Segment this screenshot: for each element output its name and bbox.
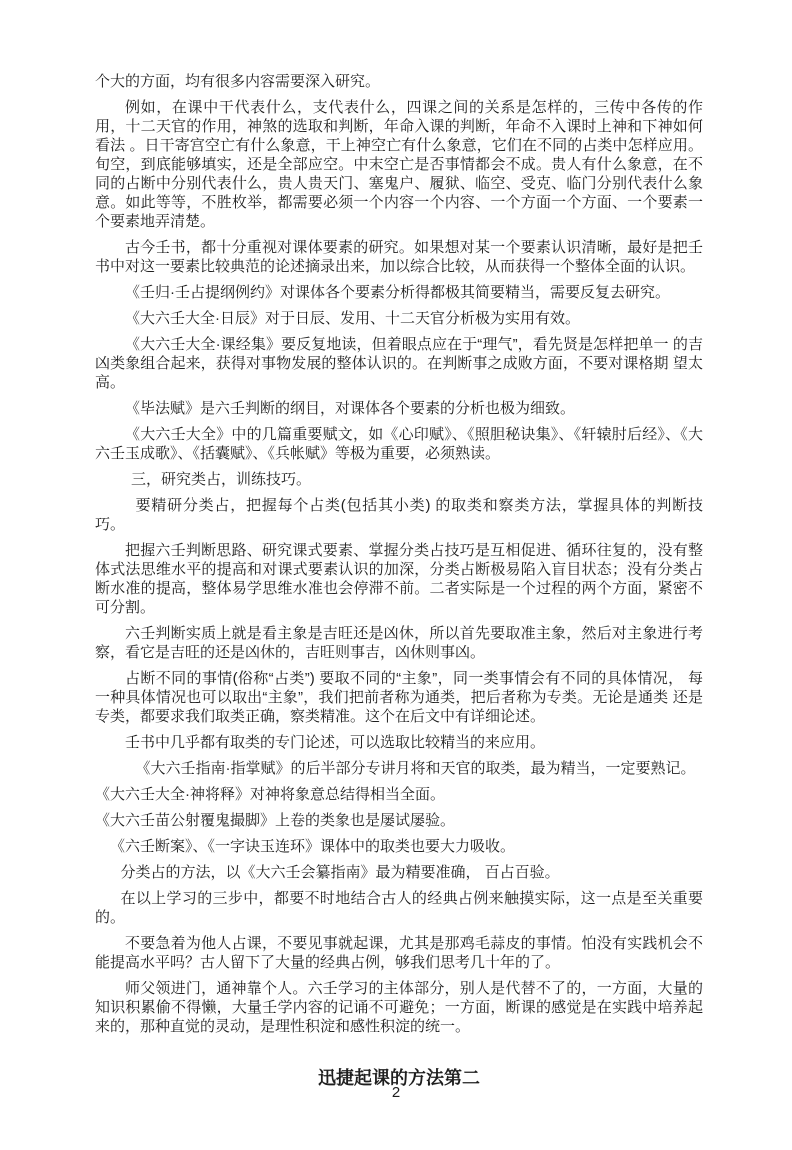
paragraph: 《毕法赋》是六壬判断的纲目，对课体各个要素的分析也极为细致。 [125, 400, 576, 417]
paragraph: 师父领进门，通神靠个人。六壬学习的主体部分，别人是代替不了的，一方面，大量的知识积累偷不得懒，大量壬学内容的记诵不可避免；一方面，断课的感觉是在实践中培养起来的，那种直觉的灵动，是理性积淀和感性积淀的统一。 [95, 980, 703, 1035]
paragraph: 《壬归·壬占提纲例约》对课体各个要素分析得都极其简要精当，需要反复去研究。 [125, 284, 670, 301]
paragraph: 《大六壬指南·指掌赋》的后半部分专讲月将和天官的取类，最为精当，一定要熟记。 [135, 760, 696, 777]
paragraph: 壬书中几乎都有取类的专门论述，可以选取比较精当的来应用。 [125, 734, 546, 751]
page-number: 2 [391, 1084, 401, 1101]
paragraph: 《大六壬大全·课经集》要反复地读，但着眼点应在于“理气”，看先贤是怎样把单一 的吉凶类象组合起来，获得对事物发展的整体认识的。在判断事之成败方面，不要对课格期 望太高。 [95, 336, 703, 391]
paragraph: 例如，在课中干代表什么，支代表什么，四课之间的关系是怎样的，三传中各传的作用，十二天官的作用，神煞的选取和判断，年命入课的判断，年命不入课时上神和下神如何看法 。日干寄宫空亡有什么象意，干上神空亡有什么象意，它们在不同的占类中怎样应用。旬空，到底能够填实，还是全部应空。中末空亡是否事情都会不成。贵人有什么象意，在不同的占断中分别代表什么，贵人贵天门、塞鬼户、履狱、临空、受克、临门分别代表什么象意。如此等等，不胜枚举，都需要必须一个内容一个内容、一个方面一个方面、一个要素一个要素地弄清楚。 [95, 99, 703, 230]
paragraph: 要精研分类占，把握每个占类(包括其小类) 的取类和察类方法，掌握具体的判断技巧。 [95, 497, 703, 533]
paragraph: 分类占的方法，以《大六壬会纂指南》最为精要准确， 百占百验。 [120, 864, 560, 881]
paragraph: 《大六壬大全·神将释》对神将象意总结得相当全面。 [95, 786, 445, 803]
paragraph: 不要急着为他人占课，不要见事就起课，尤其是那鸡毛蒜皮的事情。怕没有实践机会不能提高水平吗？古人留下了大量的经典占例，够我们思考几十年的了。 [95, 935, 703, 971]
paragraph: 《六壬断案》、《一字诀玉连环》课体中的取类也要大力吸收。 [110, 838, 516, 855]
paragraph: 《大六壬苗公射覆鬼撮脚》上卷的类象也是屡试屡验。 [95, 812, 456, 829]
paragraph: 《大六壬大全·日辰》对于日辰、发用、十二天官分析极为实用有效。 [125, 310, 580, 327]
paragraph: 《大六壬大全》中的几篇重要赋文，如《心印赋》、《照胆秘诀集》、《轩辕肘后经》、《大 六壬玉成歌》、《括囊赋》、《兵帐赋》等极为重要，必须熟读。 [95, 426, 703, 462]
paragraph: 三，研究类占，训练技巧。 [131, 471, 312, 488]
paragraph: 六壬判断实质上就是看主象是吉旺还是凶休，所以首先要取准主象，然后对主象进行考察，看它是吉旺的还是凶休的，吉旺则事吉，凶休则事凶。 [95, 625, 703, 661]
paragraph: 占断不同的事情(俗称“占类”) 要取不同的“主象”，同一类事情会有不同的具体情况， 每一种具体情况也可以取出“主象”，我们把前者称为通类，把后者称为专类。无论是通类 还是专类，都要求我们取类正确，察类精准。这个在后文中有详细论述。 [95, 670, 703, 725]
paragraph: 个大的方面，均有很多内容需要深入研究。 [95, 73, 381, 90]
paragraph: 把握六壬判断思路、研究课式要素、掌握分类占技巧是互相促进、循环往复的，没有整体式法思维水平的提高和对课式要素认识的加深，分类占断极易陷入盲目状态；没有分类占断水准的提高，整体易学思维水准也会停滞不前。二者实际是一个过程的两个方面，紧密不可分割。 [95, 542, 703, 616]
paragraph: 古今壬书，都十分重视对课体要素的研究。如果想对某一个要素认识清晰，最好是把壬书中对这一要素比较典范的论述摘录出来，加以综合比较，从而获得一个整体全面的认识。 [95, 239, 703, 275]
page-body-text [95, 72, 703, 1090]
section-heading: 迅捷起课的方法第二 [318, 1068, 480, 1088]
paragraph: 在以上学习的三步中，都要不时地结合古人的经典占例来触摸实际，这一点是至关重要的。 [95, 890, 703, 926]
